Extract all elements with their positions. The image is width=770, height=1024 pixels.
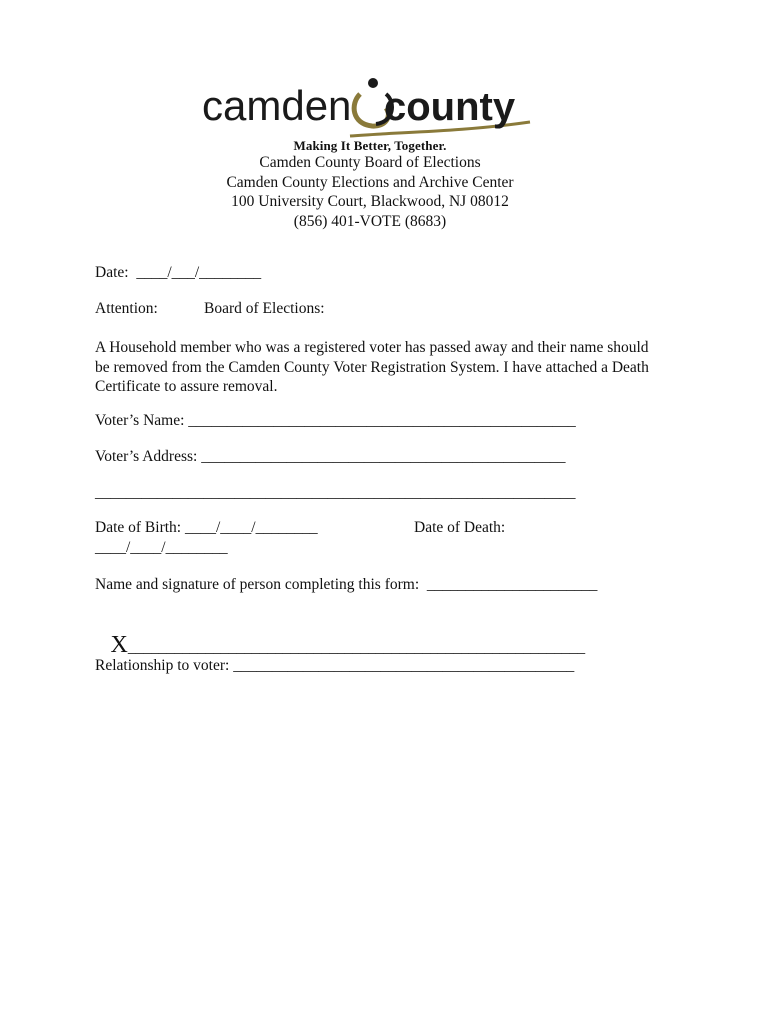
attention-label: Attention: [95, 300, 158, 317]
date-of-death-label: Date of Death: [414, 519, 506, 536]
office-phone: (856) 401-VOTE (8683) [293, 212, 447, 230]
voter-name-field[interactable]: Voter’s Name: __________________________________________________ [95, 412, 576, 429]
office-address-block [0, 153, 740, 231]
voter-address-line-2[interactable]: ______________________________________________________________ [95, 484, 576, 501]
office-street-address: 100 University Court, Blackwood, NJ 08012 [231, 193, 509, 210]
attention-value: Board of Elections: [204, 300, 325, 317]
logo-graphic [200, 76, 540, 138]
signature-x-mark: X [110, 632, 128, 658]
signature-blank[interactable]: ___________________________________________________________ [127, 639, 586, 656]
office-building: Camden County Elections and Archive Center [226, 173, 514, 191]
voter-address-field[interactable]: Voter’s Address: _______________________________________________ [95, 448, 566, 465]
logo-tagline: Making It Better, Together. [293, 138, 447, 153]
date-field[interactable]: Date: ____/___/________ [95, 264, 262, 281]
signer-name-field[interactable]: Name and signature of person completing this form: ______________________ [95, 576, 598, 593]
logo-text-county: county [384, 85, 516, 129]
date-of-death-field[interactable]: ____/____/________ [95, 539, 228, 556]
statement-paragraph: A Household member who was a registered voter has passed away and their name should be removed from the Camden County Voter Registration System. I have attached a Death Certificate to assure removal. [95, 339, 649, 395]
relationship-field[interactable]: Relationship to voter: ____________________________________________ [95, 657, 575, 674]
logo-text-camden: camden [202, 82, 352, 129]
date-of-birth-field[interactable]: Date of Birth: ____/____/________ [95, 519, 318, 536]
office-name: Camden County Board of Elections [259, 154, 481, 171]
